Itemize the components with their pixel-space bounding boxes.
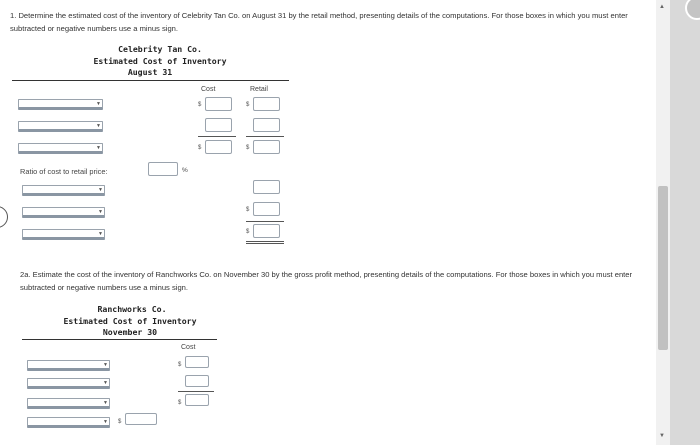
percent-sign: % (182, 167, 188, 174)
part1-row6-retail-dollar: $ (246, 229, 250, 235)
chevron-down-icon: ▼ (103, 400, 108, 406)
part2-row2-cost-input[interactable] (185, 375, 209, 387)
part2-row4-cost-input[interactable] (125, 413, 157, 425)
part2-row3-cost-dollar: $ (178, 400, 182, 406)
part1-row5-retail-dollar: $ (246, 207, 250, 213)
part2-row3-cost-input[interactable] (185, 394, 209, 406)
part2-row1-cost-dollar: $ (178, 362, 182, 368)
ratio-input[interactable] (148, 162, 178, 176)
part1-row1-cost-input[interactable] (205, 97, 232, 111)
ratio-label: Ratio of cost to retail price: (20, 167, 108, 176)
chevron-down-icon: ▼ (98, 231, 103, 237)
part1-row4-retail-input[interactable] (253, 180, 280, 194)
part1-row6-double-underline (246, 241, 284, 244)
part2-company-name: Ranchworks Co. (97, 304, 167, 314)
part2-instructions: 2a. Estimate the cost of the inventory of Ranchworks Co. on November 30 by the gross profit method, presenting details of the computations. For those boxes in which you must enter subtracted or negative numbers use a minus sign. (20, 270, 633, 292)
part2-statement-title: Estimated Cost of Inventory (63, 316, 197, 326)
part1-row5-retail-underline (246, 221, 284, 222)
chevron-down-icon: ▼ (98, 187, 103, 193)
part1-row1-cost-dollar: $ (198, 102, 202, 108)
side-panel-strip (670, 0, 700, 445)
chevron-down-icon: ▼ (98, 209, 103, 215)
part1-col-retail: Retail (250, 86, 268, 93)
chevron-down-icon: ▼ (96, 101, 101, 107)
part1-company-name: Celebrity Tan Co. (118, 44, 202, 54)
part1-row2-select[interactable] (18, 121, 103, 132)
part1-row1-select[interactable] (18, 99, 103, 110)
part1-statement-title: Estimated Cost of Inventory (93, 55, 227, 66)
part2-row3-select[interactable] (27, 398, 110, 409)
part2-row2-select[interactable] (27, 378, 110, 389)
part1-row2-cost-input[interactable] (205, 118, 232, 132)
chevron-down-icon: ▼ (103, 380, 108, 386)
part1-row6-select[interactable] (22, 229, 105, 240)
triangle-up-icon[interactable]: ▲ (659, 4, 665, 10)
part1-row2-cost-underline (198, 136, 236, 137)
part1-row4-select[interactable] (22, 185, 105, 196)
chevron-down-icon: ▼ (103, 362, 108, 368)
part1-row2-retail-underline (246, 136, 284, 137)
part2-row2-cost-underline (178, 391, 214, 392)
part1-row3-retail-dollar: $ (246, 145, 250, 151)
part1-row3-cost-input[interactable] (205, 140, 232, 154)
part1-row1-retail-input[interactable] (253, 97, 280, 111)
part1-date: August 31 (127, 67, 173, 77)
part2-row1-select[interactable] (27, 360, 110, 371)
part1-instructions: 1. Determine the estimated cost of the inventory of Celebrity Tan Co. on August 31 by the retail method, presenting details of the computations. For those boxes in which you must enter subtracted or negative numbers use a minus sign. (10, 11, 628, 33)
part1-row3-select[interactable] (18, 143, 103, 154)
part1-row3-retail-input[interactable] (253, 140, 280, 154)
part1-row2-retail-input[interactable] (253, 118, 280, 132)
scrollbar-thumb[interactable] (658, 186, 668, 350)
part2-date: November 30 (102, 327, 158, 337)
part1-header-rule (12, 80, 289, 81)
part2-row1-cost-input[interactable] (185, 356, 209, 368)
left-edge-circle (0, 206, 8, 228)
part2-header-rule (22, 339, 217, 340)
part1-row5-select[interactable] (22, 207, 105, 218)
chevron-down-icon: ▼ (96, 145, 101, 151)
part1-row1-retail-dollar: $ (246, 102, 250, 108)
chevron-down-icon: ▼ (96, 123, 101, 129)
chevron-down-icon: ▼ (103, 419, 108, 425)
part2-row4-select[interactable] (27, 417, 110, 428)
part2-row4-cost-dollar: $ (118, 419, 122, 425)
part1-row3-cost-dollar: $ (198, 145, 202, 151)
part1-row5-retail-input[interactable] (253, 202, 280, 216)
part1-col-cost: Cost (201, 86, 216, 93)
triangle-down-icon[interactable]: ▼ (659, 433, 665, 439)
part2-col-cost: Cost (181, 344, 196, 351)
part1-row6-retail-input[interactable] (253, 224, 280, 238)
